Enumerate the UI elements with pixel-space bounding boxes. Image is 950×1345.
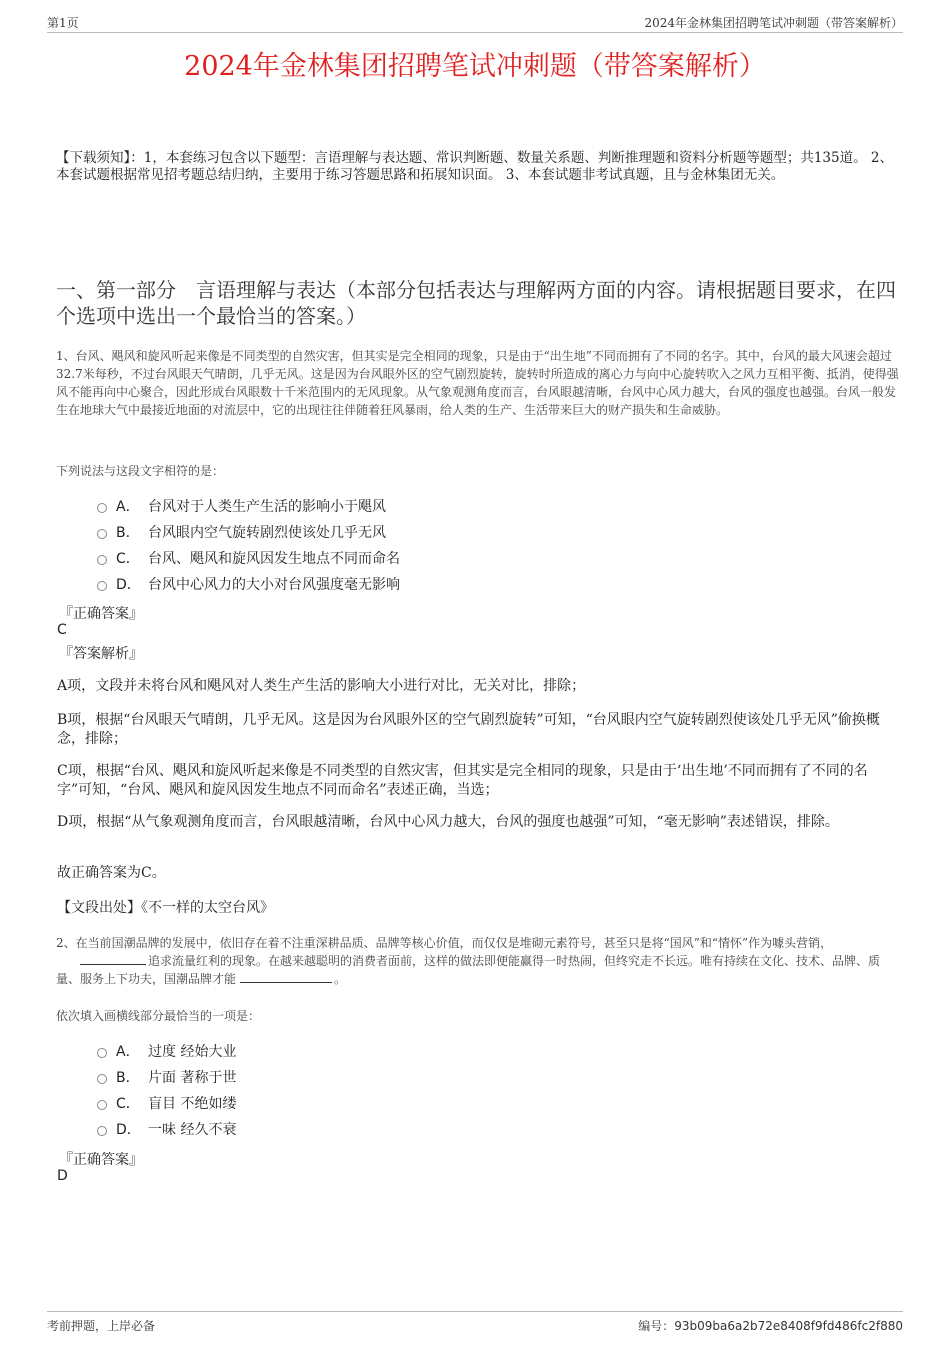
q1-analysis-d: D项，根据“从气象观测角度而言，台风眼越清晰，台风中心风力越大，台风的强度也越强”可知，“毫无影响”表述错误，排除。 — [57, 814, 839, 830]
page-title: 2024年金林集团招聘笔试冲刺题（带答案解析） — [184, 51, 766, 82]
q1-option-c[interactable] — [97, 549, 400, 569]
option-text: 台风、飓风和旋风因发生地点不同而命名 — [148, 551, 400, 567]
q1-option-d[interactable] — [97, 575, 400, 595]
q2-stem — [56, 934, 900, 988]
q1-option-a[interactable] — [97, 497, 386, 517]
q1-analysis-b: B项，根据“台风眼天气晴朗，几乎无风。这是因为台风眼外区的空气剧烈旋转”可知，“台风眼内空气旋转剧烈使该处几乎无风”偷换概念，排除； — [57, 712, 880, 747]
q1-analysis-c: C项，根据“台风、飓风和旋风听起来像是不同类型的自然灾害，但其实是完全相同的现象，只是由于‘出生地’不同而拥有了不同的名字”可知，“台风、飓风和旋风因发生地点不同而命名”表述正确，当选； — [57, 763, 868, 798]
header-doc-title: 2024年金林集团招聘笔试冲刺题（带答案解析） — [644, 16, 903, 30]
option-letter: D． — [116, 577, 141, 593]
footer-code-label: 编号： — [638, 1319, 675, 1333]
q2-answer-label: 『正确答案』 — [59, 1152, 143, 1168]
q2-blank-1 — [80, 953, 146, 965]
radio-icon[interactable] — [97, 581, 107, 591]
option-letter: B． — [116, 525, 140, 541]
radio-icon[interactable] — [97, 1048, 107, 1058]
q1-option-b[interactable] — [97, 523, 386, 543]
q1-stem: 1、台风、飓风和旋风听起来像是不同类型的自然灾害，但其实是完全相同的现象，只是由于“出生地”不同而拥有了不同的名字。其中，台风的最大风速会超过32.7米每秒，不过台风眼天气晴朗，几乎无风。这是因为台风眼外区的空气剧烈旋转，旋转时所造成的离心力与向中心旋转吹入之风力互相平衡、抵消，使得强风不能再向中心聚合，因此形成台风眼数十千米范围内的无风现象。从气象观测角度而言，台风眼越清晰，台风中心风力越大，台风的强度也越强。台风一般发生在地球大气中最接近地面的对流层中，它的出现往往伴随着狂风暴雨，给人类的生产、生活带来巨大的财产损失和生命威胁。 — [56, 349, 899, 417]
radio-icon[interactable] — [97, 1126, 107, 1136]
option-text: 台风对于人类生产生活的影响小于飓风 — [148, 499, 386, 515]
q2-stem-part3: 。 — [334, 972, 347, 986]
option-letter: A． — [116, 499, 140, 515]
radio-icon[interactable] — [97, 555, 107, 565]
option-letter: B． — [116, 1070, 140, 1086]
option-letter: C． — [116, 551, 140, 567]
q1-conclusion: 故正确答案为C。 — [57, 865, 166, 881]
option-text: 片面 著称于世 — [148, 1070, 237, 1086]
option-letter: A． — [116, 1044, 140, 1060]
q2-blank-2 — [240, 971, 332, 983]
option-text: 过度 经始大业 — [148, 1044, 237, 1060]
q1-ask: 下列说法与这段文字相符的是： — [56, 464, 225, 478]
download-notice: 【下载须知】：1，本套练习包含以下题型：言语理解与表达题、常识判断题、数量关系题、判断推理题和资料分析题等题型；共135道。 2、本套试题根据常见招考题总结归纳，主要用于练习答题思路和拓展知识面。 3、本套试题非考试真题，且与金林集团无关。 — [56, 150, 893, 183]
page-header — [47, 14, 903, 33]
q2-option-b[interactable] — [97, 1068, 236, 1088]
q2-stem-part1: 2、在当前国潮品牌的发展中，依旧存在着不注重深耕品质、品牌等核心价值，而仅仅是堆砌元素符号，甚至只是将“国风”和“情怀”作为噱头营销， — [56, 936, 833, 950]
q1-analysis-label: 『答案解析』 — [59, 646, 143, 662]
radio-icon[interactable] — [97, 529, 107, 539]
footer-code-value: 93b09ba6a2b72e8408f9fd486fc2f880 — [674, 1319, 903, 1333]
radio-icon[interactable] — [97, 1074, 107, 1084]
q1-answer-label: 『正确答案』 — [59, 606, 143, 622]
option-text: 盲目 不绝如缕 — [148, 1096, 237, 1112]
option-text: 一味 经久不衰 — [148, 1122, 237, 1138]
q2-option-c[interactable] — [97, 1094, 236, 1114]
page-footer — [47, 1311, 903, 1336]
section-heading: 一、第一部分 言语理解与表达（本部分包括表达与理解两方面的内容。请根据题目要求，在四个选项中选出一个最恰当的答案。） — [56, 278, 896, 328]
q2-option-a[interactable] — [97, 1042, 236, 1062]
option-text: 台风眼内空气旋转剧烈使该处几乎无风 — [148, 525, 386, 541]
q2-answer: D — [57, 1168, 68, 1184]
q1-answer: C — [57, 622, 67, 638]
radio-icon[interactable] — [97, 1100, 107, 1110]
q1-analysis-a: A项，文段并未将台风和飓风对人类生产生活的影响大小进行对比，无关对比，排除； — [57, 678, 586, 694]
option-letter: D． — [116, 1122, 141, 1138]
radio-icon[interactable] — [97, 503, 107, 513]
q1-source: 【文段出处】《不一样的太空台风》 — [57, 900, 274, 916]
q2-stem-part2: 追求流量红利的现象。在越来越聪明的消费者面前，这样的做法即便能赢得一时热闹，但终究走不长远。唯有持续在文化、技术、品牌、质量、服务上下功夫，国潮品牌才能 — [56, 954, 881, 986]
footer-slogan: 考前押题，上岸必备 — [47, 1319, 156, 1333]
footer-code — [638, 1317, 903, 1334]
option-letter: C． — [116, 1096, 140, 1112]
q2-option-d[interactable] — [97, 1120, 236, 1140]
option-text: 台风中心风力的大小对台风强度毫无影响 — [148, 577, 400, 593]
q2-ask: 依次填入画横线部分最恰当的一项是： — [56, 1009, 261, 1023]
page-number: 第1页 — [47, 16, 79, 30]
